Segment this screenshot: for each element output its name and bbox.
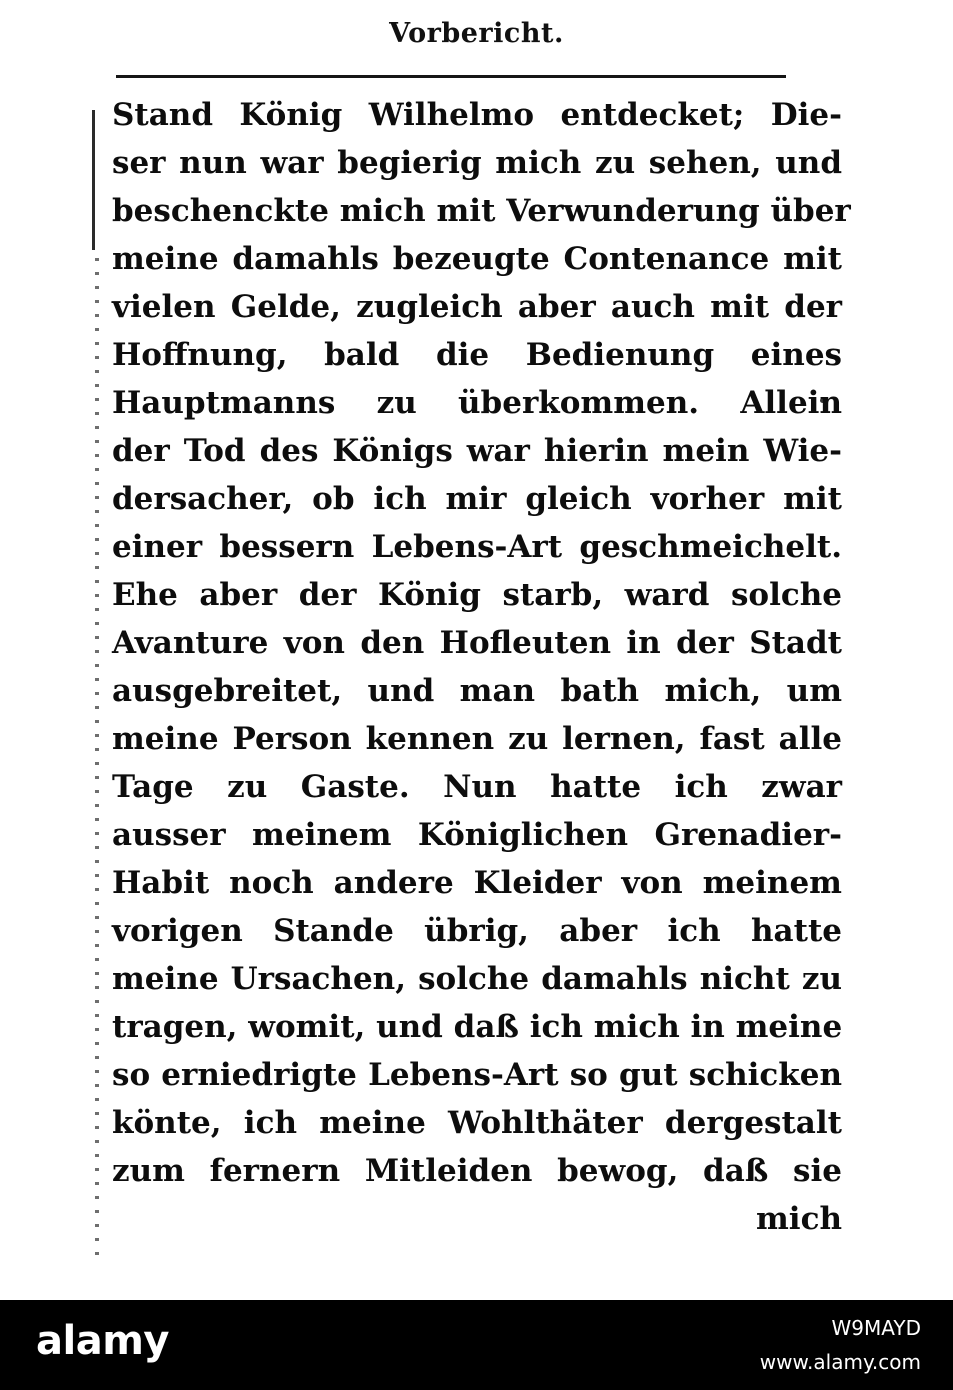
text-line: so erniedrigte Lebens-Art so gut schicken [112,1057,842,1093]
text-line: ausgebreitet, und man bath mich, um [112,673,842,709]
margin-bar-mark [92,110,95,250]
image-id: W9MAYD [831,1316,921,1340]
text-line: vielen Gelde, zugleich aber auch mit der [112,289,842,325]
text-line: ausser meinem Königlichen Grenadier- [112,817,842,853]
catchword: mich [756,1201,842,1237]
site-url: www.alamy.com [759,1350,921,1374]
brand-logo: alamy [36,1318,169,1364]
text-line: vorigen Stande übrig, aber ich hatte [112,913,842,949]
text-line: ser nun war begierig mich zu sehen, und [112,145,842,181]
text-line: dersacher, ob ich mir gleich vorher mit [112,481,842,517]
text-line: meine damahls bezeugte Contenance mit [112,241,842,277]
text-line: Hoffnung, bald die Bedienung eines [112,337,842,373]
text-line: Ehe aber der König starb, ward solche [112,577,842,613]
text-line: meine Ursachen, solche damahls nicht zu [112,961,842,997]
margin-dotted-line [95,258,99,1258]
text-line: beschenckte mich mit Verwunderung über [112,193,851,229]
text-line: Stand König Wilhelmo entdecket; Die- [112,97,842,133]
text-line: meine Person kennen zu lernen, fast alle [112,721,842,757]
text-line: Tage zu Gaste. Nun hatte ich zwar [112,769,842,805]
text-line: tragen, womit, und daß ich mich in meine [112,1009,843,1045]
left-margin-marks [82,88,112,1268]
text-line: könte, ich meine Wohlthäter dergestalt [112,1105,842,1141]
header-rule [116,75,786,78]
text-line: Hauptmanns zu überkommen. Allein [112,385,842,421]
text-line: zum fernern Mitleiden bewog, daß sie [112,1153,842,1189]
running-head: Vorbericht. [389,18,564,49]
text-line: Avanture von den Hofleuten in der Stadt [112,625,842,661]
text-line: Habit noch andere Kleider von meinem [112,865,842,901]
text-line: der Tod des Königs war hierin mein Wie- [112,433,842,469]
body-text [112,90,851,1250]
text-line: einer bessern Lebens-Art geschmeichelt. [112,529,842,565]
